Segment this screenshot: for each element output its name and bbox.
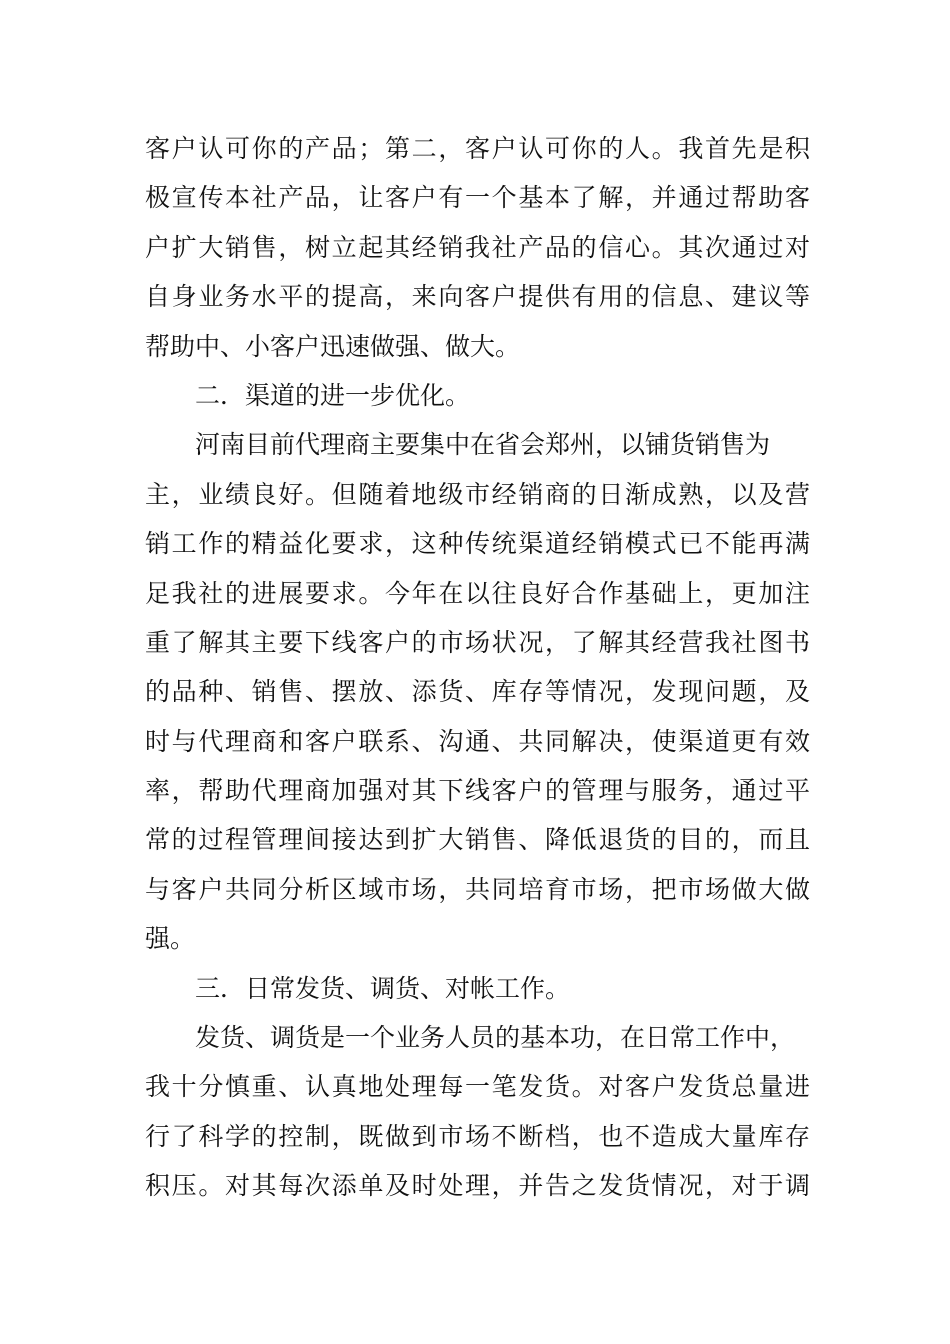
section-heading-3: 三．日常发货、调货、对帐工作。 [195,973,571,1003]
document-body [145,124,810,1211]
body-line-13: 时与代理商和客户联系、沟通、共同解决，使渠道更有效 [145,726,810,756]
body-line-5: 帮助中、小客户迅速做强、做大。 [145,331,521,361]
body-line-16: 与客户共同分析区域市场，共同培育市场，把市场做大做 [145,874,810,904]
body-line-19: 发货、调货是一个业务人员的基本功，在日常工作中， [195,1023,796,1053]
body-line-15: 常的过程管理间接达到扩大销售、降低退货的目的，而且 [145,825,810,855]
body-line-12: 的品种、销售、摆放、添货、库存等情况，发现问题，及 [145,677,810,707]
body-line-7: 河南目前代理商主要集中在省会郑州，以铺货销售为 [195,430,771,460]
body-line-3: 户扩大销售，树立起其经销我社产品的信心。其次通过对 [145,232,810,262]
body-line-21: 行了科学的控制，既做到市场不断档，也不造成大量库存 [145,1121,810,1151]
body-line-1: 客户认可你的产品；第二，客户认可你的人。我首先是积 [145,134,810,163]
body-line-11: 重了解其主要下线客户的市场状况，了解其经营我社图书 [145,627,810,657]
body-line-14: 率，帮助代理商加强对其下线客户的管理与服务，通过平 [145,776,810,806]
body-line-20: 我十分慎重、认真地处理每一笔发货。对客户发货总量进 [145,1072,810,1102]
section-heading-2: 二．渠道的进一步优化。 [195,380,471,410]
body-line-2: 极宣传本社产品，让客户有一个基本了解，并通过帮助客 [145,183,810,213]
body-line-17: 强。 [145,924,196,954]
body-line-10: 足我社的进展要求。今年在以往良好合作基础上，更加注 [145,578,810,608]
body-line-9: 销工作的精益化要求，这种传统渠道经销模式已不能再满 [145,529,810,559]
body-line-4: 自身业务水平的提高，来向客户提供有用的信息、建议等 [145,282,810,312]
body-line-22: 积压。对其每次添单及时处理，并告之发货情况，对于调 [145,1171,810,1201]
body-line-8: 主，业绩良好。但随着地级市经销商的日渐成熟，以及营 [145,479,810,509]
